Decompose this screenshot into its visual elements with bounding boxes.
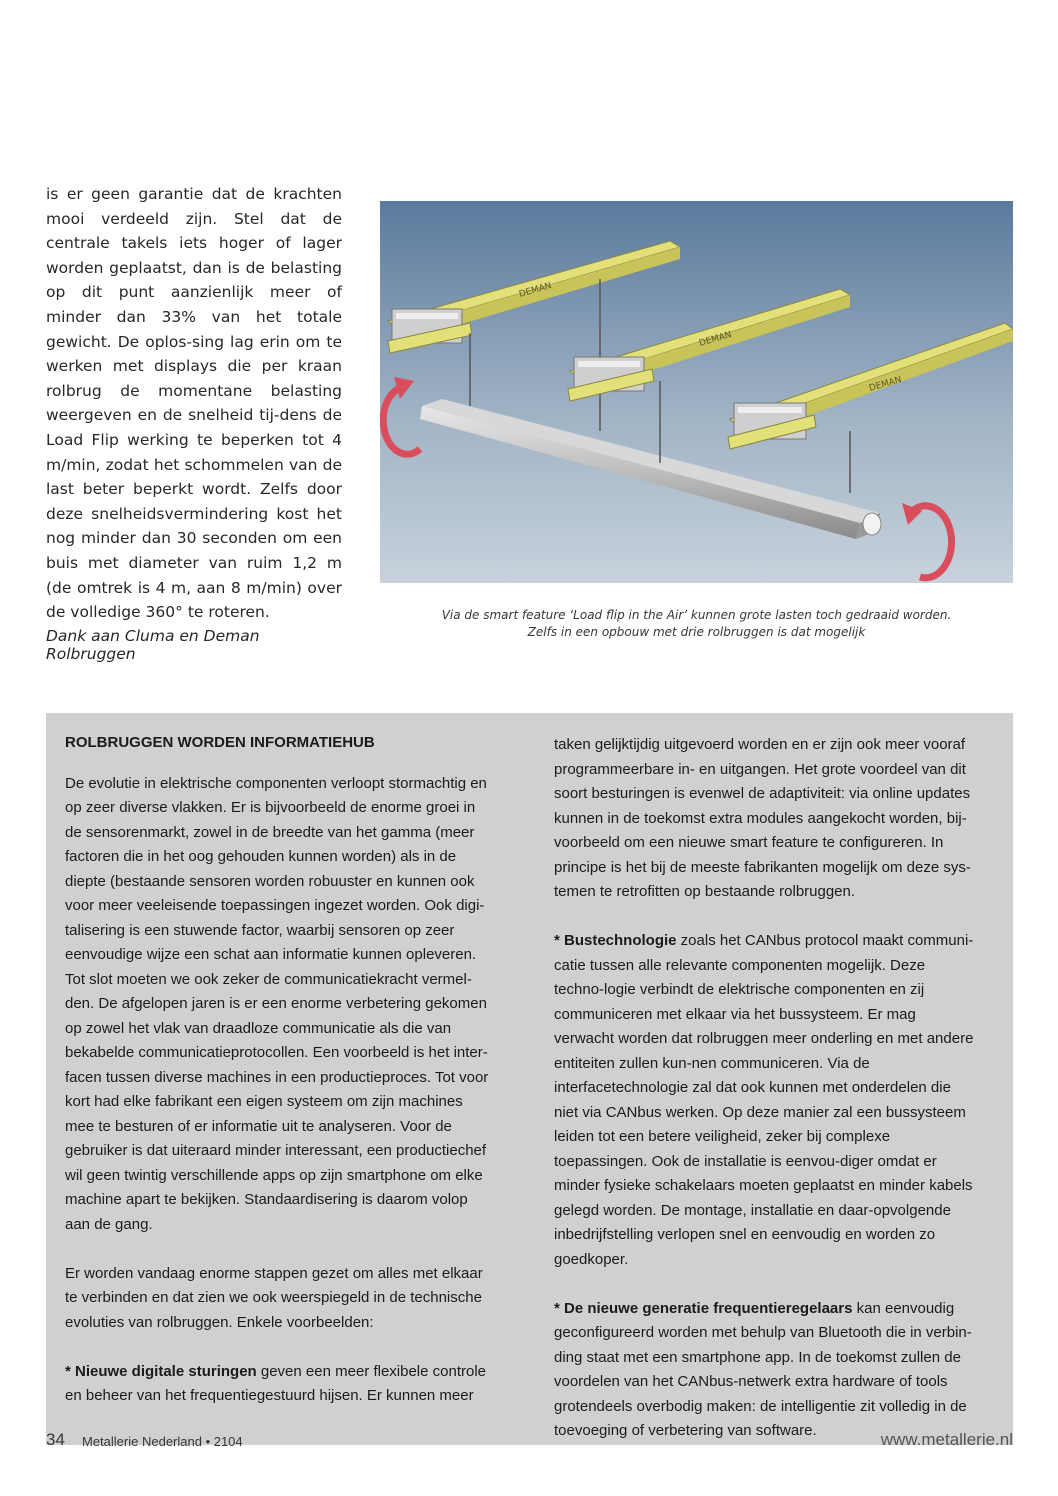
- info-box-title: ROLBRUGGEN WORDEN INFORMATIEHUB: [65, 734, 375, 751]
- caption-line-1: Via de smart feature ‘Load flip in the Air’ kunnen grote lasten toch gedraaid worden.: [441, 608, 952, 622]
- website-link[interactable]: www.metallerie.nl: [880, 1430, 1013, 1449]
- info-bullet-heading: * Nieuwe digitale sturingen: [65, 1362, 257, 1380]
- info-paragraph-1: De evolutie in elektrische componenten verloopt stormachtig en op zeer diverse vlakken. Er is bijvoorbeeld de enorme groei in de sensorenmarkt, zowel in de breedte van het gamma (meer factoren die in het oog gehouden kunnen worden) als in de diepte (bestaande sensoren worden robuuster en kunnen ook voor meer veeleisende toepassingen ingezet worden. Ook digi-talisering is een stuwende factor, waarbij sensoren op zeer eenvoudige wijze een schat aan informatie kunnen opleveren. Tot slot moeten we ook zeker de communicatiekracht vermel-den. De afgelopen jaren is er een enorme verbetering gekomen op zowel het vlak van draadloze communicatie als die van bekabelde communicatieprotocollen. Een voorbeeld is het inter-facen tussen diverse machines in een productieproces. Tot voor kort had elke fabrikant een eigen systeem om zijn machines mee te besturen of er informatie uit te analyseren. Voor de gebruiker is dat uiteraard minder interessant, een productiechef wil geen twintig verschillende apps op zijn smartphone om elke machine apart te bekijken. Standaardisering is daarom volop aan de gang.: [65, 774, 489, 1233]
- info-bullet-heading: * De nieuwe generatie frequentieregelaars: [554, 1299, 853, 1317]
- info-bullet-text: kan eenvoudig geconfigureerd worden met behulp van Bluetooth die in verbin-ding staat met een smartphone app. In de toekomst zullen de voordelen van het CANbus-netwerk extra hardware of tools grotendeels overbodig maken: de intelligentie zit volledig in de toevoeging of verbetering van software.: [554, 1299, 972, 1439]
- page-number: 34: [46, 1430, 65, 1449]
- info-bullet-heading: * Bustechnologie: [554, 932, 677, 949]
- info-paragraph-4: taken gelijktijdig uitgevoerd worden en er zijn ook meer vooraf programmeerbare in- en uitgangen. Het grote voordeel van dit soort besturingen is evenwel de adaptiviteit: via online updates kunnen in de toekomst extra modules aangekocht worden, bij-voorbeeld om een nieuwe smart feature te configureren. In principe is het bij de meeste fabrikanten mogelijk om deze sys-temen te retrofitten op bestaande rolbruggen.: [554, 736, 971, 900]
- info-box-column-right: [554, 733, 978, 1468]
- magazine-issue: Metallerie Nederland • 2104: [82, 1434, 243, 1449]
- info-box: [46, 713, 1013, 1445]
- crane-brand-label: DEMAN: [868, 375, 903, 394]
- info-bullet-text: geven een meer flexibele controle en beheer van het frequentiegestuurd hijsen. Er kunnen meer: [65, 1362, 487, 1404]
- info-bullet-text: zoals het CANbus protocol maakt communi-catie tussen alle relevante componenten mogelijk. Deze techno-logie verbindt de elektrische componenten en zij communiceren met elkaar via het bussysteem. Er mag verwacht worden dat rolbruggen meer onderling en met andere entiteiten zullen kun-nen communiceren. Via de interfacetechnologie zal dat ook kunnen met onderdelen die niet via CANbus werken. Op deze manier zal een bussysteem leiden tot een betere veiligheid, zeker bij complexe toepassingen. Ook de installatie is eenvou-diger omdat er minder fysieke schakelaars moeten geplaatst en minder kabels gelegd worden. De montage, installatie en daar-opvolgende inbedrijfstelling verlopen snel en eenvoudig en worden zo goedkoper.: [554, 932, 974, 1268]
- info-paragraph-6: [554, 1297, 978, 1444]
- article-body-text: is er geen garantie dat de krachten mooi verdeeld zijn. Stel dat de centrale takels iets hoger of lager worden geplaatst, dan is de belasting op dit punt aanzienlijk meer of minder dan 33% van het totale gewicht. De oplos-sing lag erin om te werken met displays die per kraan rolbrug de momentane belasting weergeven en de snelheid tij-dens de Load Flip werking te beperken tot 4 m/min, zodat het schommelen van de last beter beperkt wordt. Zelfs door deze snelheidsvermindering kost het nog minder dan 30 seconden om een buis met diameter van ruim 1,2 m (de omtrek is 4 m, aan 8 m/min) over de volledige 360° te roteren.: [46, 185, 342, 622]
- info-box-column-left: [65, 731, 489, 1433]
- page-footer: [46, 1428, 1013, 1458]
- crane-brand-label: DEMAN: [698, 330, 733, 349]
- info-paragraph-5: [554, 929, 978, 1272]
- article-thanks: Dank aan Cluma en Deman Rolbruggen: [46, 627, 260, 663]
- crane-brand-label: DEMAN: [518, 281, 553, 300]
- crane-illustration: [380, 201, 1013, 583]
- figure-caption: [380, 607, 1013, 641]
- caption-line-2: Zelfs in een opbouw met drie rolbruggen is dat mogelijk: [527, 625, 866, 639]
- info-paragraph-2: Er worden vandaag enorme stappen gezet om alles met elkaar te verbinden en dat zien we ook weerspiegeld in de technische evoluties van rolbruggen. Enkele voorbeelden:: [65, 1264, 483, 1331]
- info-paragraph-3: [65, 1360, 489, 1409]
